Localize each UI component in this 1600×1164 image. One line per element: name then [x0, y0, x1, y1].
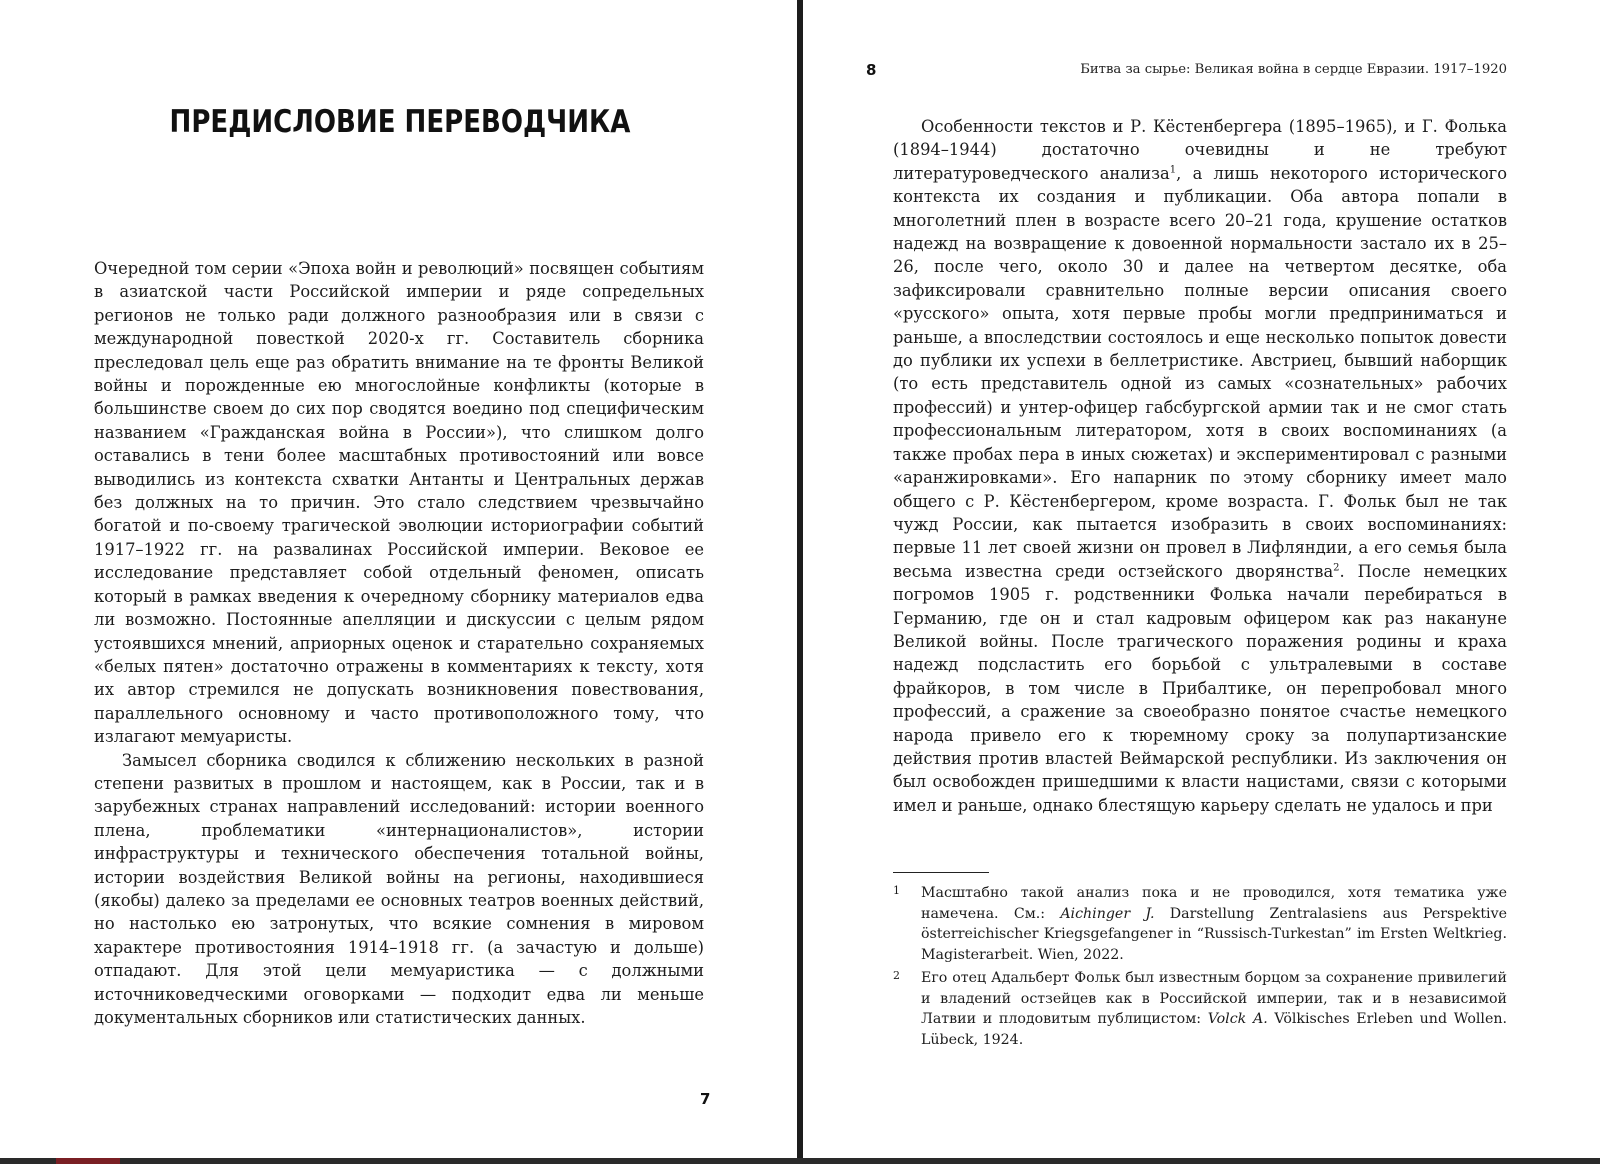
bottom-accent [56, 1158, 120, 1164]
footnote-1 [893, 883, 1507, 965]
footnote-rule [893, 872, 989, 873]
left-paragraph-1: Очередной том серии «Эпоха войн и революций» посвящен событиям в азиатской части Российской империи и ряде сопредельных регионов не только ради должного разнообразия или в связи с международной повесткой 2020-х гг. Составитель сборника преследовал цель еще раз обратить внимание на те фронты Великой войны и порожденные ею многослойные конфликты (которые в большинстве своем до сих пор сводятся воедино под специфическим названием «Гражданская война в России»), что слишком долго оставались в тени более масштабных противостояний или вовсе выводились из контекста схватки Антанты и Центральных держав без должных на то причин. Это стало следствием чрезвычайно богатой и по-своему трагической эволюции историографии событий 1917–1922 гг. на развалинах Российской империи. Вековое ее исследование представляет собой отдельный феномен, описать который в рамках введения к очередному сборнику материалов едва ли возможно. Постоянные апелляции и дискуссии с целым рядом устоявшихся мнений, априорных оценок и старательно сохраняемых «белых пятен» достаточно отражены в комментариях к тексту, хотя их автор стремился не допускать возникновения повествования, параллельного основному и часто противоположного тому, что излагают мемуаристы. [94, 259, 704, 747]
footnote-number: 2 [893, 969, 900, 982]
bottom-edge [0, 1158, 1600, 1164]
footnote-text: Масштабно такой анализ пока и не проводился, хотя тематика уже намечена. См.: [921, 885, 1507, 922]
footnote-author: Volck A. [1207, 1011, 1268, 1027]
right-paragraph-part-2: , а лишь некоторого исторического контекста их создания и публикации. Оба автора попали в многолетний плен в возрасте всего 20–21 года, крушение остатков надежд на возвращение к довоенной нормальности застало их в 25–26, после чего, около 30 и далее на четвертом десятке, оба зафиксировали сравнительно полные версии описания своего «русского» опыта, хотя первые пробы могли предприниматься и раньше, а впоследствии состоялось и еще несколько попыток довести до публики их успехи в беллетристике. Австриец, бывший наборщик (то есть представитель одной из самых «сознательных» рабочих профессий) и унтер-офицер габсбургской армии так и не смог стать профессиональным литератором, хотя в своих воспоминаниях (а также пробах пера в иных сюжетах) и экспериментировал с разными «аранжировками». Его напарник по этому сборнику имеет мало общего с Р. Кёстенбергером, кроме возраста. Г. Фольк был не так чужд России, как пытается изобразить в своих воспоминаниях: первые 11 лет своей жизни он провел в Лифляндии, а его семья была весьма известна среди остзейского дворянства [893, 163, 1507, 581]
left-page [0, 0, 797, 1158]
footnote-text: Его отец Адальберт Фольк был известным борцом за сохранение привилегий и владений остзейцев как в Российской империи, так и в независимой Латвии и плодовитым публицистом: [921, 970, 1507, 1027]
right-body-text [893, 115, 1507, 817]
footnote-ref-1[interactable]: 1 [1169, 164, 1177, 176]
running-head-title: Битва за сырье: Великая война в сердце Евразии. 1917–1920 [1080, 62, 1507, 77]
right-paragraph-part-1: Особенности текстов и Р. Кёстенбергера (1895–1965), и Г. Фолька (1894–1944) достаточно очевидны и не требуют литературоведческого анализа [893, 117, 1507, 183]
footnote-number: 1 [893, 884, 900, 897]
page-number-left: 7 [700, 1090, 711, 1108]
right-paragraph-1 [893, 115, 1507, 817]
footnote-text: Völkisches Erleben und Wollen. Lübeck, 1924. [921, 1011, 1507, 1048]
footnote-text: Darstellung Zentralasiens aus Perspektive österreichischer Kriegsgefangener in “Russisch-Turkestan” im Ersten Weltkrieg. Magisterarbeit. Wien, 2022. [921, 905, 1508, 963]
left-body-text [94, 257, 704, 1029]
footnote-2 [893, 968, 1507, 1050]
footnotes [893, 883, 1507, 1053]
left-paragraph-2: Замысел сборника сводился к сближению нескольких в разной степени развитых в прошлом и настоящем, как в России, так и в зарубежных странах направлений исследований: истории военного плена, проблематики «интернационалистов», истории инфраструктуры и технического обеспечения тотальной войны, истории воздействия Великой войны на регионы, находившиеся (якобы) далеко за пределами ее основных театров военных действий, но настолько ею затронутых, что всякие сомнения в мировом характере противостояния 1914–1918 гг. (а зачастую и дольше) отпадают. Для этой цели мемуаристика — с должными источниковедческими оговорками — подходит едва ли меньше документальных сборников или статистических данных. [94, 750, 704, 1027]
right-page [803, 0, 1600, 1158]
right-paragraph-part-3: . После немецких погромов 1905 г. родственники Фолька начали перебираться в Германию, где он и стал кадровым офицером как раз накануне Великой войны. После трагического поражения родины и краха надежд подсластить его борьбой с ультралевыми в составе фрайкоров, в том числе в Прибалтике, он перепробовал много профессий, а сражение за своеобразно понятое счастье немецкого народа привело его к тюремному сроку за полупартизанские действия против властей Веймарской республики. Из заключения он был освобожден пришедшими к власти нацистами, связи с которыми имел и раньше, однако блестящую карьеру сделать не удалось и при [893, 561, 1507, 815]
running-head [866, 61, 1507, 81]
footnote-author: Aichinger J. [1060, 905, 1155, 922]
footnote-ref-2[interactable]: 2 [1333, 562, 1340, 574]
page-number-right: 8 [866, 61, 877, 79]
chapter-title: ПРЕДИСЛОВИЕ ПЕРЕВОДЧИКА [169, 104, 631, 140]
